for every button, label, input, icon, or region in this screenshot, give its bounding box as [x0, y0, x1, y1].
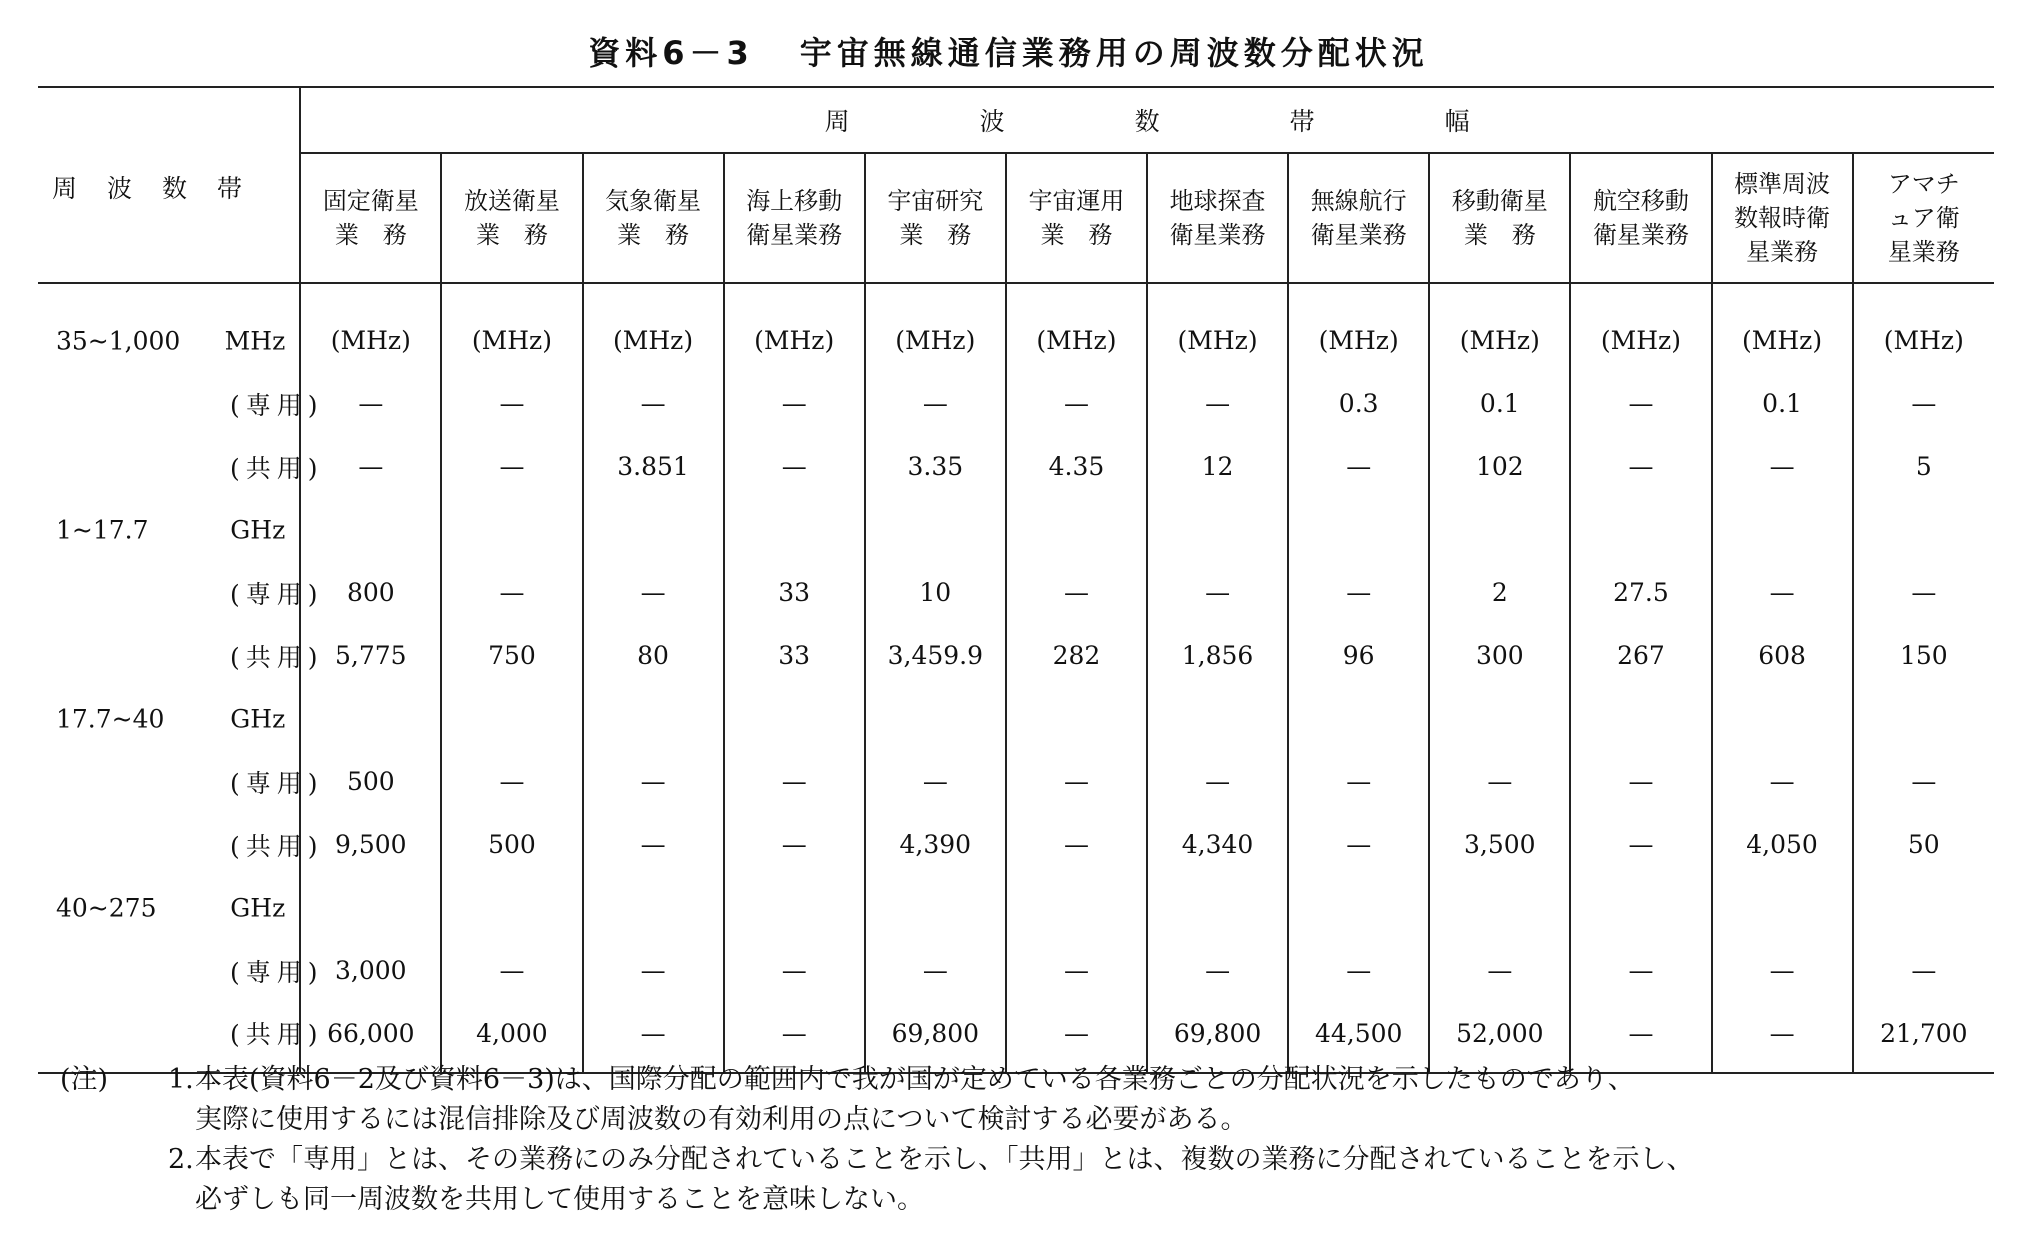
value-cell: 3,459.9 [865, 624, 1006, 687]
note-text-continued: 実際に使用するには混信排除及び周波数の有効利用の点について検討する必要がある。 [195, 1104, 1248, 1135]
value-cell: — [1911, 578, 1937, 607]
value-cell: (MHz) [1883, 326, 1964, 355]
value-cell [583, 498, 724, 561]
value-cell: — [1570, 1002, 1711, 1073]
value-cell: (MHz) [1006, 283, 1147, 372]
value-cell [1853, 876, 1994, 939]
value-cell [1712, 876, 1853, 939]
value-cell: 33 [724, 624, 865, 687]
band-cell [38, 561, 324, 624]
band-range: 17.7~40 [56, 704, 165, 733]
value-cell: 4,050 [1712, 813, 1853, 876]
value-cell [1429, 498, 1570, 561]
value-cell: — [1288, 561, 1429, 624]
band-range: 40~275 [56, 893, 157, 922]
value-cell: 2 [1429, 561, 1570, 624]
service-column-header: 気象衛星 業 務 [583, 153, 724, 283]
page-title [0, 28, 2017, 74]
value-cell: 3,000 [300, 939, 441, 1002]
value-cell: 800 [300, 561, 441, 624]
value-cell [865, 687, 1006, 750]
table-row [38, 561, 1994, 624]
value-cell: — [724, 1002, 865, 1073]
value-cell: — [1712, 435, 1853, 498]
value-cell [724, 876, 865, 939]
band-cell [38, 939, 324, 1002]
value-cell [441, 876, 582, 939]
value-cell [724, 687, 865, 750]
value-cell [441, 687, 582, 750]
value-cell: — [1288, 813, 1429, 876]
band-range: 35~1,000 [56, 326, 181, 356]
value-cell: 52,000 [1429, 1002, 1570, 1073]
band-unit: GHz [230, 704, 286, 733]
service-column-header: 移動衛星 業 務 [1429, 153, 1570, 283]
value-cell [1429, 876, 1570, 939]
table-header [38, 87, 1994, 283]
band-range: 1~17.7 [56, 515, 149, 544]
service-column-header: 放送衛星 業 務 [441, 153, 582, 283]
value-cell: 5,775 [300, 624, 441, 687]
value-cell: 282 [1006, 624, 1147, 687]
note-text-continued: 必ずしも同一周波数を共用して使用することを意味しない。 [195, 1184, 924, 1215]
band-cell [38, 372, 324, 435]
value-cell: — [1911, 389, 1937, 418]
value-cell: — [1006, 939, 1147, 1002]
value-cell [300, 498, 441, 561]
value-cell: (MHz) [724, 283, 865, 372]
value-cell: — [724, 435, 865, 498]
table-body [38, 283, 1994, 1073]
value-cell: — [583, 372, 724, 435]
table-row [38, 876, 1994, 939]
value-cell: — [1570, 750, 1711, 813]
value-cell: (MHz) [583, 283, 724, 372]
value-cell [441, 498, 582, 561]
value-cell: — [724, 939, 865, 1002]
value-cell: — [1288, 939, 1429, 1002]
value-cell: (MHz) [1570, 283, 1711, 372]
value-cell: — [300, 372, 441, 435]
value-cell: — [300, 435, 441, 498]
table-row [38, 372, 1994, 435]
value-cell: — [1570, 435, 1711, 498]
value-cell: — [441, 939, 582, 1002]
value-cell: — [1006, 813, 1147, 876]
value-cell: — [724, 813, 865, 876]
value-cell: 21,700 [1853, 1002, 1994, 1073]
service-column-header: アマチ ュア衛 星業務 [1853, 153, 1994, 283]
value-cell: — [441, 372, 582, 435]
band-cell [38, 687, 300, 750]
value-cell: 267 [1570, 624, 1711, 687]
title-label: 資料6－3 [588, 34, 754, 72]
value-cell: — [1288, 750, 1429, 813]
value-cell [300, 687, 441, 750]
table-row [38, 687, 1994, 750]
value-cell: — [1429, 750, 1570, 813]
value-cell: — [1006, 372, 1147, 435]
value-cell [1147, 687, 1288, 750]
value-cell [1429, 687, 1570, 750]
value-cell: (MHz) [1147, 283, 1288, 372]
value-cell: 102 [1429, 435, 1570, 498]
value-cell [1570, 876, 1711, 939]
value-cell: — [441, 561, 582, 624]
value-cell: — [1006, 561, 1147, 624]
service-column-header: 海上移動 衛星業務 [724, 153, 865, 283]
value-cell: 33 [724, 561, 865, 624]
table-row [38, 435, 1994, 498]
value-cell [1853, 498, 1994, 561]
value-cell: (MHz) [1288, 283, 1429, 372]
value-cell: — [1147, 372, 1288, 435]
table-row [38, 750, 1994, 813]
band-cell [38, 283, 300, 372]
allocation-type: (共用) [230, 642, 324, 672]
value-cell: 69,800 [1147, 1002, 1288, 1073]
allocation-type: (専用) [230, 768, 324, 798]
service-column-header: 宇宙研究 業 務 [865, 153, 1006, 283]
value-cell: 9,500 [300, 813, 441, 876]
value-cell: 4.35 [1006, 435, 1147, 498]
value-cell: 12 [1147, 435, 1288, 498]
value-cell: 1,856 [1147, 624, 1288, 687]
value-cell: — [1712, 939, 1853, 1002]
allocation-type: (専用) [230, 957, 324, 987]
bandwidth-group-header: 周波数帯幅 [300, 87, 1994, 153]
value-cell: — [583, 939, 724, 1002]
value-cell: 50 [1907, 830, 1940, 859]
value-cell: — [1147, 750, 1288, 813]
value-cell: — [441, 750, 582, 813]
value-cell: — [1712, 1002, 1853, 1073]
allocation-type: (共用) [230, 1020, 324, 1049]
value-cell: 0.1 [1429, 372, 1570, 435]
table-row [38, 624, 1994, 687]
allocation-type: (共用) [230, 831, 324, 861]
service-column-header: 無線航行 衛星業務 [1288, 153, 1429, 283]
service-column-header: 航空移動 衛星業務 [1570, 153, 1711, 283]
value-cell [865, 876, 1006, 939]
band-unit: MHz [224, 326, 286, 356]
service-header-row [38, 153, 1994, 283]
service-column-header: 標準周波 数報時衛 星業務 [1712, 153, 1853, 283]
table-row [38, 813, 1994, 876]
note-text: 本表(資料6－2及び資料6－3)は、国際分配の範囲内で我が国が定めている各業務ごとの分配状況を示したものであり、 [195, 1064, 1635, 1095]
value-cell: — [1147, 939, 1288, 1002]
notes-label: (注) [60, 1064, 109, 1095]
value-cell: — [1006, 750, 1147, 813]
value-cell: 500 [300, 750, 441, 813]
value-cell: — [583, 561, 724, 624]
value-cell [1712, 687, 1853, 750]
band-cell [38, 435, 324, 498]
band-unit: GHz [230, 515, 286, 544]
value-cell: — [865, 750, 1006, 813]
service-column-header: 宇宙運用 業 務 [1006, 153, 1147, 283]
value-cell: 96 [1288, 624, 1429, 687]
value-cell: — [724, 372, 865, 435]
value-cell: — [1570, 813, 1711, 876]
value-cell: 66,000 [300, 1002, 441, 1073]
value-cell: — [1006, 1002, 1147, 1073]
value-cell: 0.1 [1712, 372, 1853, 435]
table-row [38, 283, 1994, 372]
value-cell: (MHz) [300, 283, 441, 372]
allocation-type: (共用) [230, 453, 324, 483]
note-item [60, 1060, 2000, 1140]
value-cell: (MHz) [1429, 283, 1570, 372]
note-number: 2. [168, 1144, 194, 1175]
notes-section [60, 1060, 2000, 1220]
value-cell: 4,340 [1147, 813, 1288, 876]
value-cell [583, 687, 724, 750]
band-cell [38, 876, 300, 939]
value-cell: 69,800 [865, 1002, 1006, 1073]
note-text: 本表で「専用」とは、その業務にのみ分配されていることを示し、「共用」とは、複数の業務に分配されていることを示し、 [195, 1144, 1694, 1175]
allocation-type: (専用) [230, 390, 324, 420]
value-cell: 300 [1429, 624, 1570, 687]
value-cell [1147, 498, 1288, 561]
value-cell [724, 498, 865, 561]
value-cell: 750 [441, 624, 582, 687]
value-cell: 4,000 [441, 1002, 582, 1073]
value-cell: — [865, 939, 1006, 1002]
value-cell: — [583, 1002, 724, 1073]
value-cell [1288, 498, 1429, 561]
note-number: 1. [168, 1064, 194, 1095]
value-cell [1853, 687, 1994, 750]
table-row [38, 498, 1994, 561]
value-cell: — [1288, 435, 1429, 498]
value-cell: — [865, 372, 1006, 435]
value-cell: 27.5 [1570, 561, 1711, 624]
value-cell: — [583, 813, 724, 876]
band-cell [38, 498, 300, 561]
value-cell: 150 [1899, 641, 1948, 670]
value-cell: — [1429, 939, 1570, 1002]
value-cell: 4,390 [865, 813, 1006, 876]
value-cell: — [1570, 372, 1711, 435]
band-cell [38, 750, 324, 813]
value-cell [583, 876, 724, 939]
value-cell: 0.3 [1288, 372, 1429, 435]
value-cell: — [441, 435, 582, 498]
value-cell: 80 [583, 624, 724, 687]
band-column-header: 周波数帯 [38, 87, 300, 283]
allocation-type: (専用) [230, 579, 324, 609]
service-column-header: 地球探査 衛星業務 [1147, 153, 1288, 283]
value-cell: 608 [1712, 624, 1853, 687]
value-cell: — [1911, 956, 1937, 985]
value-cell [1006, 876, 1147, 939]
value-cell: — [1911, 767, 1937, 796]
value-cell: 10 [865, 561, 1006, 624]
value-cell [1570, 498, 1711, 561]
value-cell: — [583, 750, 724, 813]
value-cell [1712, 498, 1853, 561]
value-cell: (MHz) [865, 283, 1006, 372]
value-cell [1288, 687, 1429, 750]
value-cell [1288, 876, 1429, 939]
value-cell: — [1147, 561, 1288, 624]
note-item [60, 1140, 2000, 1220]
table-row [38, 939, 1994, 1002]
value-cell: 3.851 [583, 435, 724, 498]
band-cell [38, 624, 324, 687]
value-cell: 3,500 [1429, 813, 1570, 876]
value-cell: 44,500 [1288, 1002, 1429, 1073]
value-cell [300, 876, 441, 939]
value-cell [1006, 687, 1147, 750]
value-cell: — [1712, 561, 1853, 624]
band-unit: GHz [230, 893, 286, 922]
value-cell: — [1570, 939, 1711, 1002]
value-cell: — [724, 750, 865, 813]
value-cell: (MHz) [441, 283, 582, 372]
title-text: 宇宙無線通信業務用の周波数分配状況 [799, 34, 1429, 72]
value-cell: 500 [441, 813, 582, 876]
frequency-allocation-table [38, 86, 1994, 1074]
value-cell: — [1712, 750, 1853, 813]
value-cell [1006, 498, 1147, 561]
band-cell [38, 813, 324, 876]
service-column-header: 固定衛星 業 務 [300, 153, 441, 283]
value-cell [1570, 687, 1711, 750]
value-cell [1147, 876, 1288, 939]
value-cell: (MHz) [1712, 283, 1853, 372]
value-cell [865, 498, 1006, 561]
value-cell: 3.35 [865, 435, 1006, 498]
value-cell: 5 [1915, 452, 1932, 481]
